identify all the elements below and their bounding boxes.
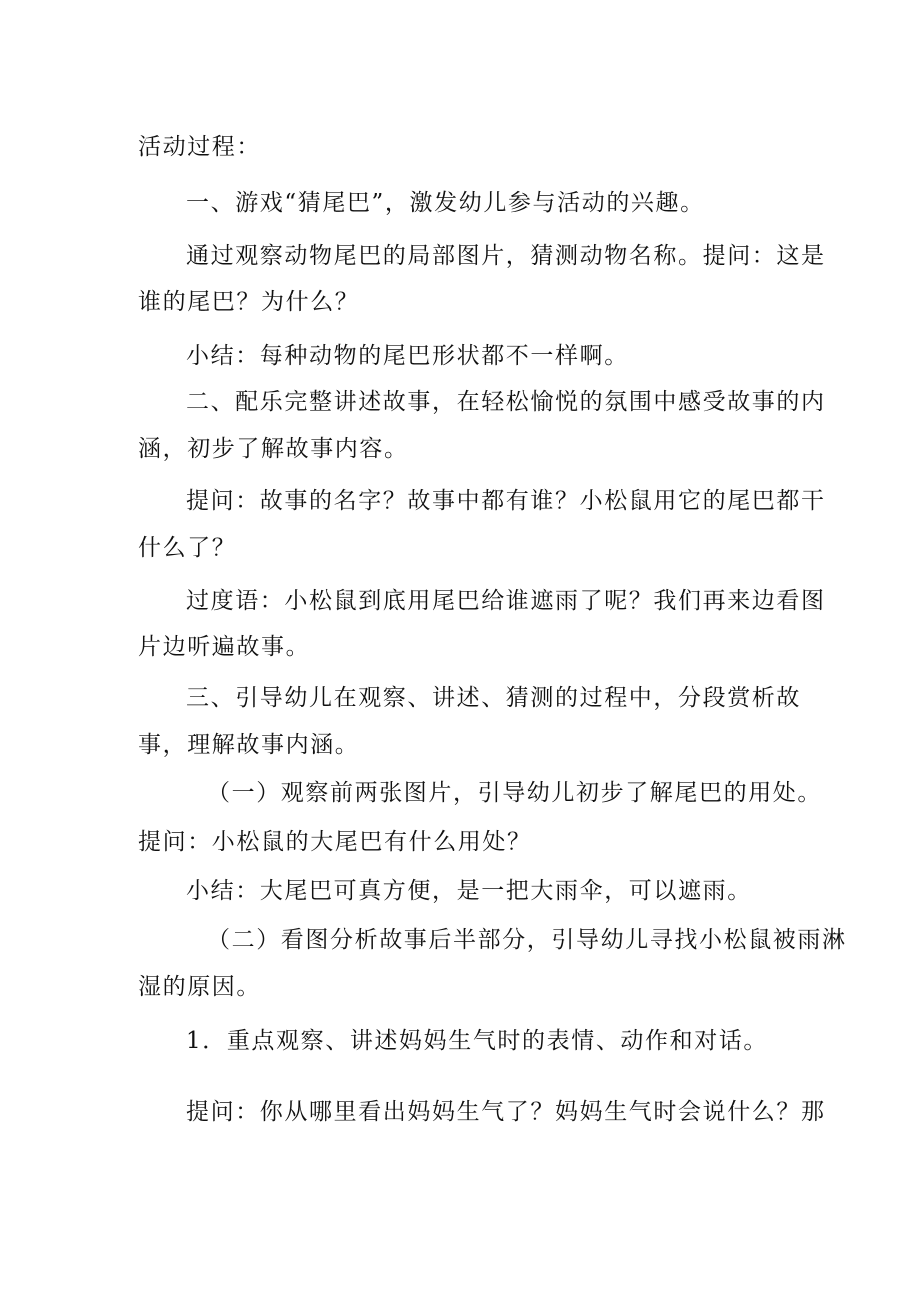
paragraph-line: 过度语：小松鼠到底用尾巴给谁遮雨了呢？我们再来边看图 (186, 588, 826, 614)
paragraph-line: 提问：故事的名字？故事中都有谁？小松鼠用它的尾巴都干 (186, 488, 826, 514)
paragraph-line: 通过观察动物尾巴的局部图片，猜测动物名称。提问：这是 (186, 243, 826, 269)
paragraph-line: 事，理解故事内涵。 (138, 732, 360, 758)
paragraph-line: 一、游戏“猜尾巴”，激发幼儿参与活动的兴趣。 (186, 190, 705, 216)
paragraph-line: （二）看图分析故事后半部分，引导幼儿寻找小松鼠被雨淋 (207, 927, 847, 953)
paragraph-line: 提问：你从哪里看出妈妈生气了？妈妈生气时会说什么？那 (186, 1099, 826, 1125)
paragraph-line: 湿的原因。 (138, 974, 261, 1000)
section-heading: 活动过程： (138, 134, 261, 160)
paragraph-line: 片边听遍故事。 (138, 634, 311, 660)
paragraph-line: 提问：小松鼠的大尾巴有什么用处？ (138, 829, 532, 855)
paragraph-line: 涵，初步了解故事内容。 (138, 436, 409, 462)
paragraph-line: 三、引导幼儿在观察、讲述、猜测的过程中，分段赏析故 (186, 685, 801, 711)
paragraph-line: （一）观察前两张图片，引导幼儿初步了解尾巴的用处。 (207, 780, 822, 806)
paragraph-line: 小结：每种动物的尾巴形状都不一样啊。 (186, 343, 629, 369)
paragraph-line: 1．重点观察、讲述妈妈生气时的表情、动作和对话。 (186, 1028, 769, 1054)
paragraph-line: 小结：大尾巴可真方便，是一把大雨伞，可以遮雨。 (186, 878, 752, 904)
paragraph-line: 什么了？ (138, 535, 237, 561)
paragraph-line: 谁的尾巴？为什么？ (138, 289, 360, 315)
paragraph-line: 二、配乐完整讲述故事，在轻松愉悦的氛围中感受故事的内 (186, 389, 826, 415)
